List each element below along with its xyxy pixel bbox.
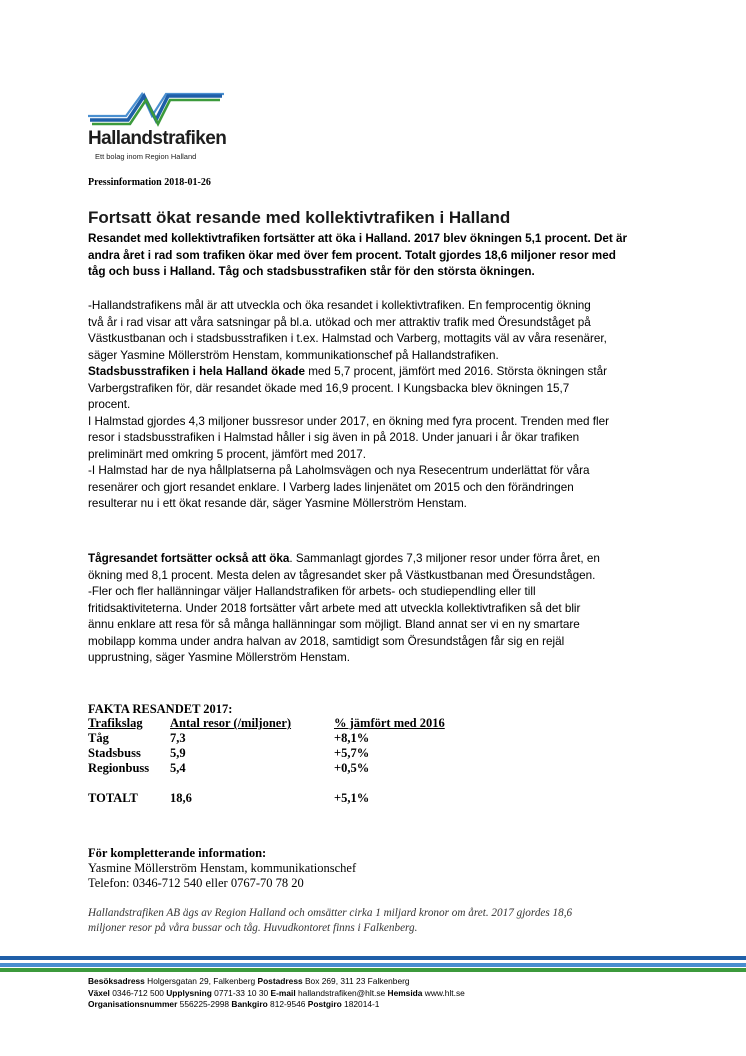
- bold-lead-in: Tågresandet fortsätter också att öka: [88, 552, 290, 565]
- footer-label: Upplysning: [166, 987, 212, 998]
- footer-stripe-blue: [0, 956, 746, 960]
- bold-lead-in: Stadsbusstrafiken i hela Halland ökade: [88, 365, 305, 378]
- table-cell: +5,1%: [334, 791, 370, 805]
- footer-website: www.hlt.se: [422, 987, 465, 998]
- footer-value: 812-9546: [267, 999, 308, 1009]
- paragraph-line: säger Yasmine Möllerström Henstam, kommunikationschef på Hallandstrafiken.: [88, 348, 499, 362]
- paragraph-line: upprustning, säger Yasmine Möllerström Henstam.: [88, 651, 350, 664]
- footer-label: Växel: [88, 987, 110, 998]
- logo-tagline: Ett bolag inom Region Halland: [95, 152, 197, 161]
- paragraph-text: . Sammanlagt gjordes 7,3 miljoner resor under förra året, en: [289, 552, 600, 565]
- table-cell: +0,5%: [334, 761, 370, 775]
- hallandstrafiken-logo: [86, 86, 226, 166]
- paragraph-text: med 5,7 procent, jämfört med 2016. Största ökningen står: [304, 365, 608, 378]
- footer-value: 182014-1: [341, 999, 380, 1009]
- table-header-row: [88, 716, 464, 731]
- paragraph-line: ännu enklare att resa för så många hallänningar som möjligt. Bland annat ser vi en ny smartare: [88, 618, 580, 631]
- fakta-title: FAKTA RESANDET 2017:: [88, 702, 233, 716]
- table-cell: Tåg: [88, 731, 109, 745]
- footer-label: Postgiro: [307, 999, 342, 1009]
- paragraph-line: två år i rad visar att våra satsningar på bl.a. utökad och mer attraktiv trafik med Öresundståget på: [88, 315, 591, 329]
- table-cell: 18,6: [170, 791, 192, 805]
- quote-paragraph: [88, 298, 678, 364]
- footer-address-line: [88, 976, 465, 988]
- paragraph-line: resor i stadsbusstrafiken i Halmstad håller i sig även in på 2018. Under januari i år ökar trafiken: [88, 431, 580, 444]
- fakta-section: [88, 702, 464, 806]
- train-paragraph: [88, 551, 678, 667]
- footer-label: Besöksadress: [88, 976, 145, 986]
- footer-label: Bankgiro: [231, 999, 268, 1009]
- table-cell: +5,7%: [334, 746, 370, 760]
- lead-line: tåg och buss i Halland. Tåg och stadsbusstrafiken står för den största ökningen.: [88, 265, 535, 278]
- page-title: Fortsatt ökat resande med kollektivtrafiken i Halland: [88, 208, 511, 227]
- logo-wave-icon: [86, 86, 226, 130]
- table-total-row: [88, 791, 464, 806]
- contact-block: [88, 846, 356, 891]
- footer-value: 0771-33 10 30: [211, 987, 271, 998]
- footer-stripe-green: [0, 968, 746, 972]
- table-cell: Stadsbuss: [88, 746, 141, 760]
- press-info-date: Pressinformation 2018-01-26: [88, 177, 211, 188]
- paragraph-line: fritidsaktiviteterna. Under 2018 fortsätter vårt arbete med att utveckla kollektivtrafiken så det blir: [88, 601, 581, 615]
- table-cell: 5,4: [170, 761, 186, 775]
- paragraph-line: ökning med 8,1 procent. Mesta delen av tågresandet sker på Västkustbanan med Öresundstågen.: [88, 568, 596, 582]
- column-header: % jämfört med 2016: [334, 716, 445, 730]
- footer-label: Hemsida: [387, 987, 423, 998]
- footer-value: 0346-712 500: [109, 987, 167, 998]
- footer-value: Holgersgatan 29, Falkenberg: [144, 976, 258, 986]
- contact-heading: För kompletterande information:: [88, 846, 267, 860]
- disclaimer-line: miljoner resor på våra bussar och tåg. Huvudkontoret finns i Falkenberg.: [88, 922, 418, 934]
- lead-paragraph: [88, 231, 678, 281]
- paragraph-line: mobilapp komma under andra halvan av 2018, samtidigt som Öresundstågen får sig en rejäl: [88, 634, 565, 648]
- footer-label: E-mail: [270, 987, 296, 998]
- fakta-table: [88, 716, 464, 806]
- table-cell: TOTALT: [88, 791, 138, 805]
- paragraph-line: procent.: [88, 398, 131, 411]
- lead-line: andra året i rad som trafiken ökar med över fem procent. Totalt gjordes 18,6 miljoner resor med: [88, 248, 616, 262]
- contact-person: Yasmine Möllerström Henstam, kommunikationschef: [88, 861, 357, 875]
- contact-phone: Telefon: 0346-712 540 eller 0767-70 78 20: [88, 876, 304, 890]
- lead-line: Resandet med kollektivtrafiken fortsätter att öka i Halland. 2017 blev ökningen 5,1 procent. Det är: [88, 232, 628, 245]
- paragraph-line: [88, 364, 678, 381]
- paragraph-line: -Hallandstrafikens mål är att utveckla och öka resandet i kollektivtrafiken. En femprocentig ökning: [88, 299, 591, 312]
- paragraph-line: -I Halmstad har de nya hållplatserna på Laholmsvägen och nya Resecentrum underlättat för våra: [88, 464, 590, 477]
- footer-contact-line: [88, 988, 465, 1000]
- page-footer: [88, 976, 465, 1011]
- paragraph-line: resulterar nu i ett ökat resande där, säger Yasmine Möllerström Henstam.: [88, 497, 467, 510]
- column-header: Antal resor (/miljoner): [170, 716, 292, 730]
- table-row: [88, 746, 464, 761]
- column-header: Trafikslag: [88, 716, 143, 730]
- table-row: [88, 761, 464, 776]
- footer-email: hallandstrafiken@hlt.se: [295, 987, 388, 998]
- footer-label: Organisationsnummer: [88, 999, 178, 1009]
- footer-value: 556225-2998: [177, 999, 232, 1009]
- table-cell: +8,1%: [334, 731, 370, 745]
- table-cell: 5,9: [170, 746, 186, 760]
- table-cell: 7,3: [170, 731, 186, 745]
- company-disclaimer: [88, 906, 688, 936]
- table-row: [88, 731, 464, 746]
- paragraph-line: I Halmstad gjordes 4,3 miljoner bussresor under 2017, en ökning med fyra procent. Trenden med fler: [88, 414, 610, 428]
- paragraph-line: [88, 551, 678, 568]
- paragraph-line: Varbergstrafiken för, där resandet ökade med 16,9 procent. I Kungsbacka blev ökningen 15,7: [88, 381, 570, 395]
- table-spacer: [88, 776, 464, 791]
- footer-label: Postadress: [257, 976, 303, 986]
- disclaimer-line: Hallandstrafiken AB ägs av Region Halland och omsätter cirka 1 miljard kronor om året. 2017 gjordes 18,6: [88, 907, 573, 919]
- paragraph-line: resenärer och gjort resandet enklare. I Varberg lades linjenätet om 2015 och den förändringen: [88, 480, 574, 494]
- footer-stripe-light-blue: [0, 963, 746, 967]
- footer-registration-line: [88, 999, 465, 1011]
- paragraph-line: Västkustbanan och i stadsbusstrafiken i t.ex. Halmstad och Varberg, mottagits väl av våra resenärer,: [88, 332, 607, 345]
- table-cell: Regionbuss: [88, 761, 150, 775]
- footer-value: Box 269, 311 23 Falkenberg: [302, 976, 410, 986]
- logo-wordmark: Hallandstrafiken: [88, 128, 227, 149]
- city-bus-paragraph: [88, 364, 678, 513]
- paragraph-line: -Fler och fler hallänningar väljer Hallandstrafiken för arbets- och studiependling eller till: [88, 585, 536, 598]
- paragraph-line: preliminärt med omkring 5 procent, jämfört med 2017.: [88, 447, 367, 461]
